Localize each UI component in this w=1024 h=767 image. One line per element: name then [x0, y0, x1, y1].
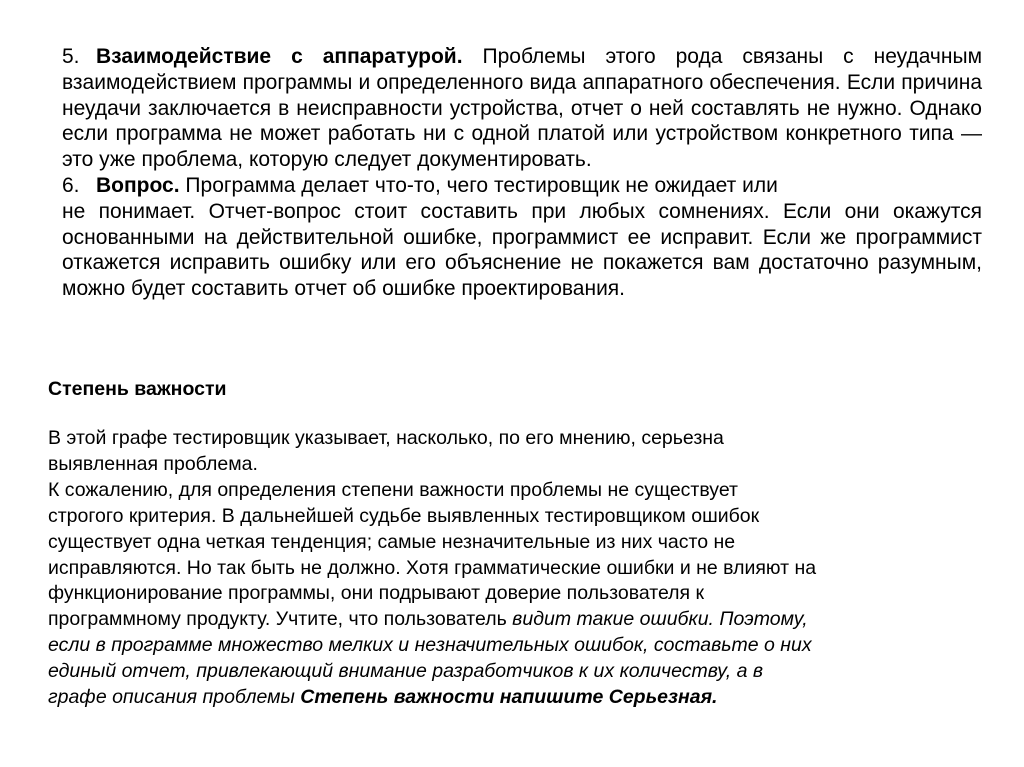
item-6-line1: Программа делает что-то, чего тестировщик не ожидает или	[185, 173, 778, 197]
last-bold-italic: Степень важности напишите Серьезная.	[300, 686, 718, 709]
section-heading: Степень важности	[48, 378, 227, 400]
item-6-title: Вопрос.	[96, 173, 180, 197]
numbered-items	[62, 44, 982, 302]
p2-line6-plain: программному продукту. Учтите, что пользователь	[48, 608, 507, 631]
italic-line: если в программе множество мелких и незначительных ошибок, составьте о них	[48, 634, 812, 657]
p2-line: К сожалению, для определения степени важности проблемы не существует	[48, 478, 738, 501]
item-5	[62, 44, 982, 173]
p2-line6-italic: видит такие ошибки. Поэтому,	[512, 608, 808, 631]
last-italic: графе описания проблемы	[48, 686, 295, 709]
item-5-title: Взаимодействие с аппаратурой.	[96, 45, 463, 68]
item-6-text: не понимает. Отчет-вопрос стоит составить при любых сомнениях. Если они окажутся основанными на действительной ошибке, программист ее исправит. Если же программист откажется исправить ошибку или его объяснение не покажется вам достаточно разумным, можно будет составить отчет об ошибке проектирования.	[62, 199, 982, 301]
p2-line: исправляются. Но так быть не должно. Хотя грамматические ошибки и не влияют на	[48, 556, 817, 579]
p2-line: строгого критерия. В дальнейшей судьбе выявленных тестировщиком ошибок	[48, 504, 760, 527]
p2-line: существует одна четкая тенденция; самые незначительные из них часто не	[48, 530, 736, 553]
item-6-number: 6.	[62, 173, 80, 197]
italic-line: единый отчет, привлекающий внимание разработчиков к их количеству, а в	[48, 660, 764, 683]
p2-line: функционирование программы, они подрывают доверие пользователя к	[48, 582, 705, 605]
p1-line1: В этой графе тестировщик указывает, насколько, по его мнению, серьезна	[48, 427, 724, 449]
paragraph-1	[48, 426, 963, 478]
paragraph-2	[48, 478, 963, 711]
p1-line2: выявленная проблема.	[48, 452, 258, 475]
section-body	[48, 426, 963, 711]
item-5-text: Проблемы этого рода связаны с неудачным взаимодействием программы и определенного вида аппаратного обеспечения. Если причина неудачи заключается в неисправности устройства, отчет о ней составлять не нужно. Однако если программа не может работать ни с одной платой или устройством конкретного типа — это уже проблема, которую следует документировать.	[62, 45, 983, 172]
item-5-number: 5.	[62, 45, 80, 68]
item-6-first-line	[62, 173, 982, 199]
